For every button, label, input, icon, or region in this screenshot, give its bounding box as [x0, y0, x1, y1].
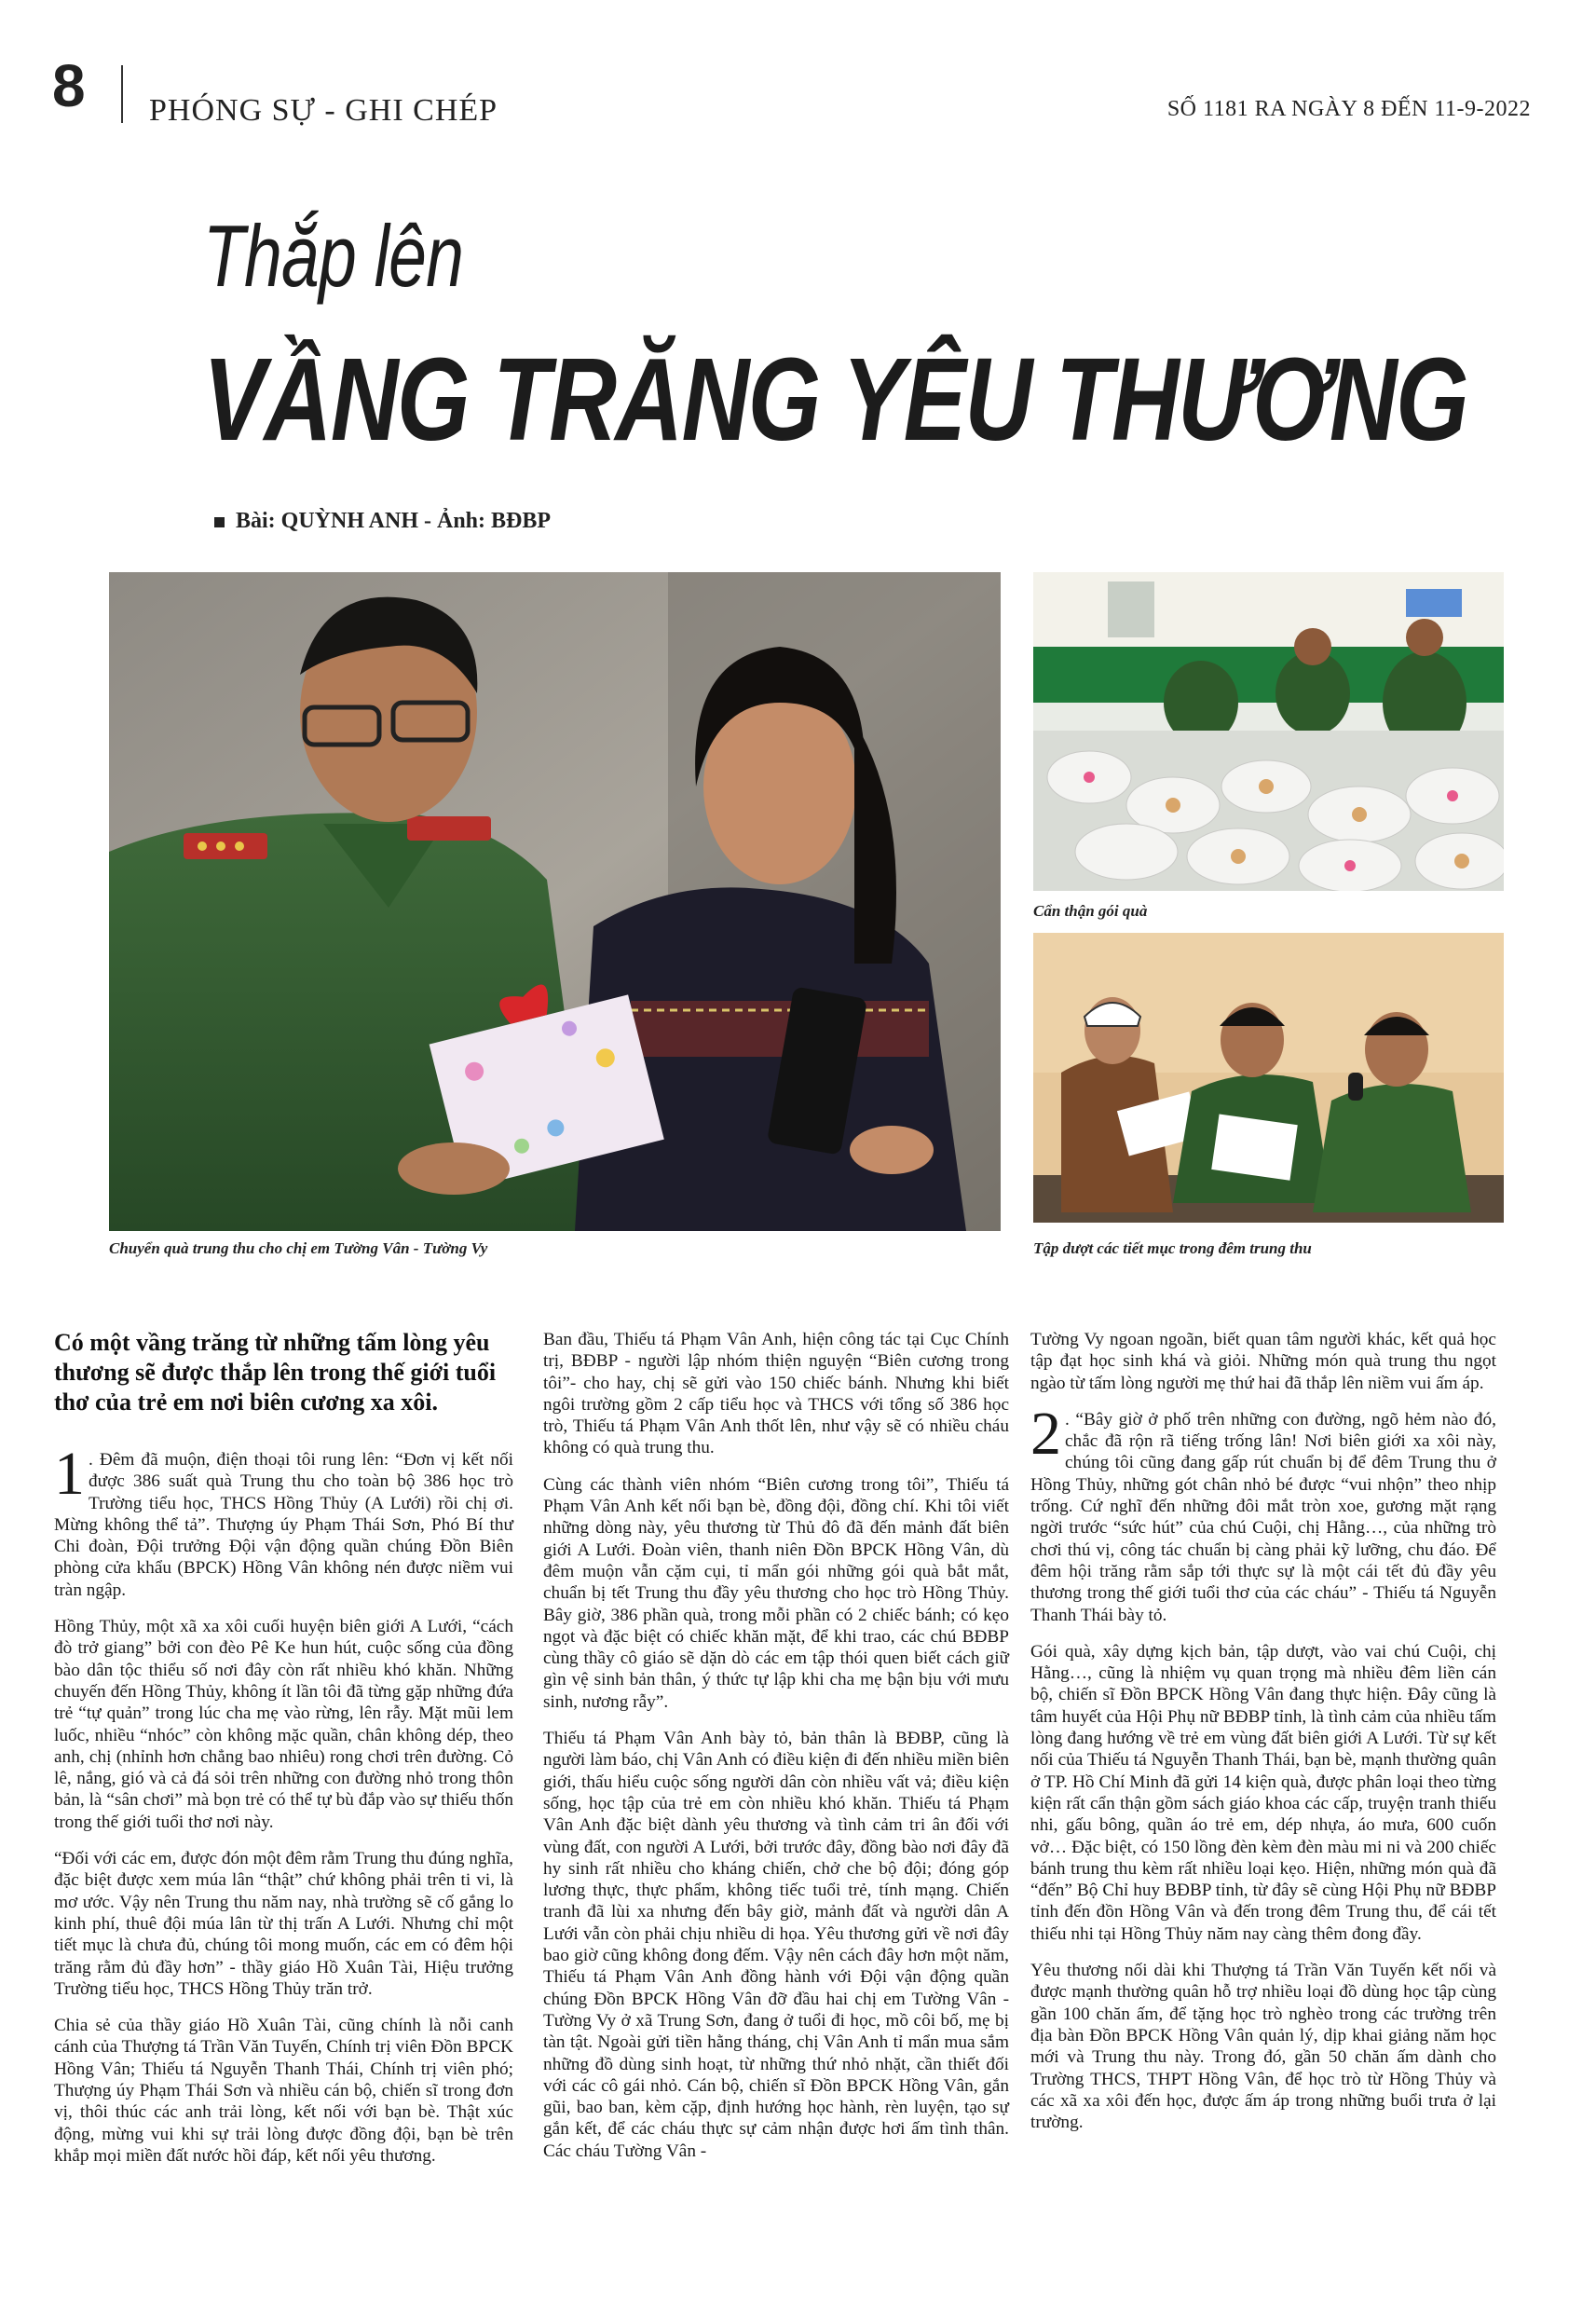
bottom-right-photo — [1033, 933, 1504, 1223]
main-photo — [109, 572, 1001, 1231]
paragraph: 2 . “Bây giờ ở phố trên những con đường, ngõ hẻm nào đó, chắc đã rộn rã tiếng trống lân! Nơi biên giới xa xôi này, chúng tôi cũng đang gấp rút chuẩn bị để đêm Trung thu ở Hồng Thủy, những gót chân nhỏ bé được “vui nhộn” theo nhịp trống. Cứ nghĩ đến những đôi mắt tròn xoe, gương mặt rạng ngời trước “sức hút” của chú Cuội, chị Hằng…, của những trò chơi thú vị, công tác chuẩn bị càng phải kỹ lưỡng, chu đáo. Để đêm hội trăng rằm sắp tới thực sự là một cái tết đủ đầy yêu thương trong thế giới tuổi thơ của các cháu” - Thiếu tá Nguyễn Thanh Thái bày tỏ. — [1030, 1399, 1496, 1625]
lead-paragraph: Có một vầng trăng từ những tấm lòng yêu thương sẽ được thắp lên trong thế giới tuổi thơ của trẻ em nơi biên cương xa xôi. — [54, 1329, 497, 1416]
header-divider — [121, 65, 123, 123]
article-title-line2: VẦNG TRĂNG YÊU THƯƠNG — [203, 334, 1467, 465]
paragraph: Tường Vy ngoan ngoãn, biết quan tâm người khác, kết quả học tập đạt học sinh khá và giỏi. Những món quà trung thu ngọt ngào từ tấm lòng người mẹ thứ hai đã thắp lên niềm vui ấm áp. — [1030, 1330, 1496, 1393]
main-photo-caption: Chuyển quà trung thu cho chị em Tường Vân - Tường Vy — [109, 1239, 488, 1257]
paragraph: Cùng các thành viên nhóm “Biên cương trong tôi”, Thiếu tá Phạm Vân Anh kết nối bạn bè, đồng đội, đồng chí. Khi tôi viết những dòng này, yêu thương từ Thủ đô đã đến mảnh đất biên giới A Lưới. Đoàn viên, thanh niên Đồn BPCK Hồng Vân, dù đêm muộn vẫn cặm cụi, tỉ mẩn gói những gói quà bắt mắt, chuẩn bị tết Trung thu đầy yêu thương cho học trò Hồng Thủy. Bây giờ, 386 phần quà, trong mỗi phần có 2 chiếc bánh; có kẹo ngọt và đặc biệt có chiếc khăn mặt, để khi trao, các chú BĐBP cùng thầy cô giáo sẽ dặn dò các em tập thói quen biết cách giữ gìn vệ sinh bản thân, ý thức tự lập khi cha mẹ bận bịu với mưu sinh, nương rẫy”. — [543, 1474, 1009, 1712]
paragraph: Chia sẻ của thầy giáo Hồ Xuân Tài, cũng chính là nỗi canh cánh của Thượng tá Trần Văn Tuyến, Chính trị viên Đồn BPCK Hồng Vân; Thiếu tá Nguyễn Thanh Thái, Chính trị viên phó; Thượng úy Phạm Thái Sơn và nhiều cán bộ, chiến sĩ trong đơn vị, thôi thúc các anh trải lòng, kết nối với bạn bè. Thật xúc động, mừng vui khi sự trải lòng được đồng đội, bạn bè trên khắp mọi miền đất nước hồi đáp, kết nối yêu thương. — [54, 2016, 513, 2166]
page-number: 8 — [52, 52, 86, 119]
bullet-square-icon — [214, 517, 225, 527]
paragraph: Ban đầu, Thiếu tá Phạm Vân Anh, hiện công tác tại Cục Chính trị, BĐBP - người lập nhóm thiện nguyện “Biên cương trong tôi”- cho hay, chị sẽ gửi vào 150 chiếc bánh. Nhưng khi biết ngôi trường gồm 2 cấp tiểu học và THCS với tổng số 386 học trò, Thiếu tá Phạm Vân Anh thốt lên, như vậy sẽ có nhiều cháu không có quà trung thu. — [543, 1330, 1009, 1458]
wrapping-gifts-illustration — [1033, 572, 1504, 891]
paragraph: Gói quà, xây dựng kịch bản, tập dượt, vào vai chú Cuội, chị Hằng…, cũng là nhiệm vụ quan trọng mà nhiều đêm liền cán bộ, chiến sĩ Đồn BPCK Hồng Vân đang thực hiện. Đây cũng là tâm huyết của Hội Phụ nữ BĐBP tỉnh, là tình cảm của nhiều tấm lòng đang hướng về trẻ em vùng đất biên giới A Lưới. Từ sự kết nối của Thiếu tá Nguyễn Thanh Thái, bạn bè, mạnh thường quân ở TP. Hồ Chí Minh đã gửi 14 kiện quà, được phân loại theo từng kiện rất cẩn thận gồm sách giáo khoa các cấp, truyện tranh thiếu nhi, gấu bông, quần áo trẻ em, dép nhựa, áo mưa, 600 cuốn vở… Đặc biệt, có 150 lồng đèn kèm đèn màu mi ni và 200 chiếc bánh trung thu kèm rất nhiều loại kẹo. Hiện, những món quà đã “đến” Bộ Chỉ huy BĐBP tỉnh, từ đây sẽ cùng Hội Phụ nữ BĐBP tỉnh đến đồn Hồng Vân và đến trong đêm Trung thu, để cái tết thiếu nhi tại Hồng Thủy năm nay càng thêm đong đầy. — [1030, 1641, 1496, 1944]
drop-cap: 2 — [1030, 1399, 1061, 1468]
paragraph: Hồng Thủy, một xã xa xôi cuối huyện biên giới A Lưới, “cách đò trở giang” bởi con đèo Pê Ke hun hút, cuộc sống của đồng bào dân tộc thiểu số nơi đây còn rất nhiều khó khăn. Những chuyến đến Hồng Thủy, không ít lần tôi đã từng gặp những đứa trẻ “tự quản” trong lúc cha mẹ vào rừng, lên rẫy. Mặt mũi lem luốc, nhiều “nhóc” còn không mặc quần, chân không dép, theo anh, chị (nhỉnh hơn chẳng bao nhiêu) rong chơi trên đường. Cỏ lê, nắng, gió và cả đá sỏi trên những con đường nhỏ trong thôn bản, là “sân chơi” mà bọn trẻ có thể tự bù đắp vào sự thiếu thốn trong thế giới tuổi thơ nơi này. — [54, 1617, 513, 1832]
rehearsal-illustration — [1033, 933, 1504, 1223]
paragraph: 1 . Đêm đã muộn, điện thoại tôi rung lên: “Đơn vị kết nối được 386 suất quà Trung thu cho toàn bộ 386 học trò Trường tiểu học, THCS Hồng Thủy (A Lưới) rồi chị ơi. Mừng không thể tả”. Thượng úy Phạm Thái Sơn, Phó Bí thư Chi đoàn, Đội trưởng Đội vận động quần chúng Đồn Biên phòng cửa khẩu (BPCK) Hồng Vân không nén được niềm vui tràn ngập. — [54, 1440, 513, 1600]
article-column-3 — [1030, 1329, 1496, 2148]
top-right-photo — [1033, 572, 1504, 891]
top-right-photo-caption: Cẩn thận gói quà — [1033, 902, 1148, 920]
bottom-right-photo-caption: Tập dượt các tiết mục trong đêm trung thu — [1033, 1239, 1312, 1257]
article-title-line1: Thắp lên — [203, 207, 464, 305]
drop-cap: 1 — [54, 1440, 85, 1508]
byline — [214, 509, 551, 534]
byline-text: Bài: QUỲNH ANH - Ảnh: BĐBP — [236, 509, 552, 533]
paragraph: “Đối với các em, được đón một đêm rằm Trung thu đúng nghĩa, đặc biệt được xem múa lân “thật” chứ không phải trên ti vi, là mơ ước. Vậy nên Trung thu năm nay, nhà trường sẽ cố gắng lo kinh phí, thuê đội múa lân từ thị trấn A Lưới. Nhưng chỉ một tiết mục là chưa đủ, chúng tôi mong muốn, các em có đêm hội trăng rằm đủ đầy hơn” - thầy giáo Hồ Xuân Tài, Hiệu trưởng Trường tiểu học, THCS Hồng Thủy trăn trở. — [54, 1849, 513, 1999]
issue-info: SỐ 1181 RA NGÀY 8 ĐẾN 11-9-2022 — [1166, 97, 1531, 121]
article-column-1 — [54, 1328, 513, 2182]
paragraph: Yêu thương nối dài khi Thượng tá Trần Văn Tuyến kết nối và được mạnh thường quân hỗ trợ nhiều loại đồ dùng học tập cùng gần 100 chăn ấm, để tặng học trò nghèo trong các trường trên địa bàn Đồn BPCK Hồng Vân quản lý, dịp khai giảng năm học mới và Trung thu này. Trong đó, gần 50 chăn ấm dành cho Trường THCS, THPT Hồng Vân, để học trò từ Hồng Thủy và các xã xa xôi đến học, được ấm áp trong những buổi trưa ở lại trường. — [1030, 1961, 1496, 2133]
article-column-2 — [543, 1329, 1009, 2177]
main-photo-illustration — [109, 572, 1001, 1231]
section-title: PHÓNG SỰ - GHI CHÉP — [149, 93, 498, 128]
paragraph: Thiếu tá Phạm Vân Anh bày tỏ, bản thân là BĐBP, cũng là người làm báo, chị Vân Anh có điều kiện đi đến nhiều miền biên giới, thấu hiểu cuộc sống người dân còn nhiều vất vả; điều kiện sống, học tập của trẻ em còn nhiều khó khăn. Thiếu tá Phạm Vân Anh đặc biệt dành yêu thương và tình cảm tri ân đối với vùng đất, con người A Lưới, bởi trước đây, đồng bào nơi đây đã hy sinh rất nhiều cho kháng chiến, chở che bộ đội; đóng góp lương thực, thực phẩm, không tiếc tuổi trẻ, tính mạng. Chiến tranh đã lùi xa nhưng đến bây giờ, mảnh đất và người dân A Lưới vẫn còn phải chịu nhiều di họa. Yêu thương gửi về nơi đây bao giờ cũng không đong đếm. Vậy nên cách đây hơn một năm, Thiếu tá Phạm Vân Anh đồng hành với Đội vận động quần chúng Đồn BPCK Hồng Vân đỡ đầu hai chị em Tường Vân - Tường Vy ở xã Trung Sơn, đang ở tuổi đi học, mồ côi bố, mẹ bị tàn tật. Ngoài gửi tiền hằng tháng, chị Vân Anh tỉ mẩn mua sắm những đồ dùng sinh hoạt, từ những thứ nhỏ nhặt, cần thiết đối với các cô gái nhỏ. Cán bộ, chiến sĩ Đồn BPCK Hồng Vân, gắn gũi, bao ban, kèm cặp, định hướng học hành, rèn luyện, tạo sự gắn kết, để các cháu thực sự cảm nhận được hơi ấm tình thân. Các cháu Tường Vân - — [543, 1729, 1009, 2161]
